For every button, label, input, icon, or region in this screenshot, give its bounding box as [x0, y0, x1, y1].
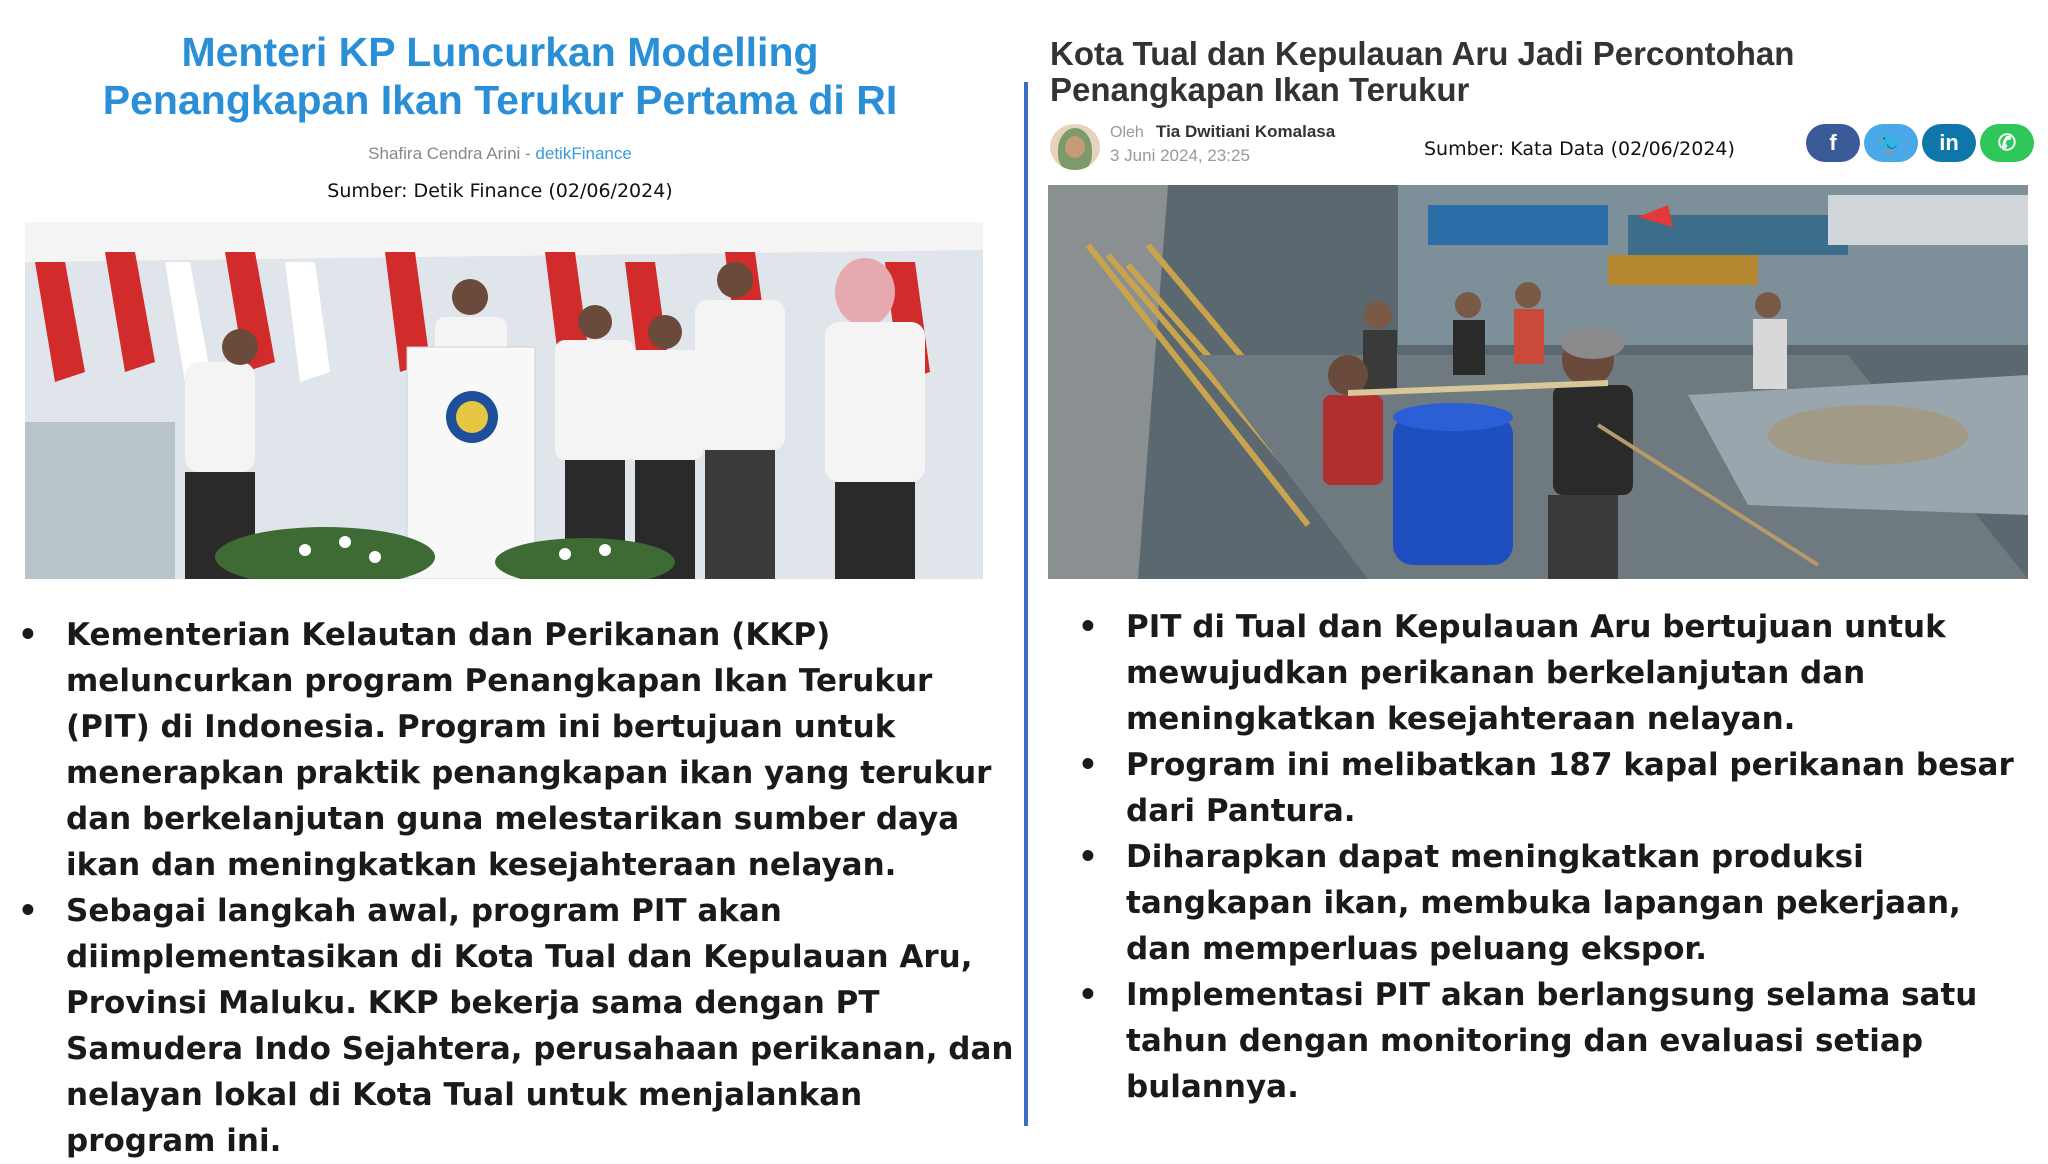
right-title-line-2: Penangkapan Ikan Terukur: [1050, 71, 1470, 108]
author-avatar: [1050, 124, 1100, 170]
left-title-line-2: Penangkapan Ikan Terukur Pertama di RI: [102, 77, 898, 123]
bullet-text: Diharapkan dapat meningkatkan produksi tangkapan ikan, membuka lapangan pekerjaan, dan memperluas peluang ekspor.: [1126, 839, 1961, 967]
right-title-line-1: Kota Tual dan Kepulauan Aru Jadi Percontohan: [1050, 35, 1795, 72]
author-block: [1050, 122, 1450, 174]
publish-date: 3 Juni 2024, 23:25: [1110, 146, 1250, 165]
bullet-text: PIT di Tual dan Kepulauan Aru bertujuan untuk mewujudkan perikanan berkelanjutan dan meningkatkan kesejahteraan nelayan.: [1126, 609, 1946, 737]
left-title-line-1: Menteri KP Luncurkan Modelling: [181, 29, 819, 75]
left-source: Sumber: Detik Finance (02/06/2024): [327, 180, 673, 202]
left-bullet-list: [18, 612, 1018, 1164]
bullet-marker: •: [18, 617, 38, 653]
list-item: [1078, 834, 2028, 972]
whatsapp-share-icon[interactable]: ✆: [1980, 124, 2034, 162]
harbor-fishermen-photo: [1048, 185, 2028, 579]
facebook-share-icon[interactable]: f: [1806, 124, 1860, 162]
twitter-share-icon[interactable]: 🐦: [1864, 124, 1918, 162]
bullet-marker: •: [1078, 609, 1098, 645]
bullet-marker: •: [1078, 839, 1098, 875]
right-source: Sumber: Kata Data (02/06/2024): [1424, 138, 1735, 160]
bullet-marker: •: [18, 893, 38, 929]
bullet-text: Program ini melibatkan 187 kapal perikanan besar dari Pantura.: [1126, 747, 2014, 829]
left-byline: [0, 144, 1000, 164]
bullet-text: Sebagai langkah awal, program PIT akan diimplementasikan di Kota Tual dan Kepulauan Aru, Provinsi Maluku. KKP bekerja sama dengan PT Samudera Indo Sejahtera, perusahaan perikanan, dan nelayan lokal di Kota Tual untuk menjalankan program ini.: [66, 893, 1014, 1159]
right-bullet-list: [1078, 604, 2028, 1110]
bullet-text: Implementasi PIT akan berlangsung selama satu tahun dengan monitoring dan evaluasi setiap bulannya.: [1126, 977, 1978, 1105]
right-article: [1028, 0, 2048, 1152]
byline-separator: -: [520, 144, 536, 163]
list-item: [1078, 742, 2028, 834]
author-name[interactable]: Tia Dwitiani Komalasa: [1156, 122, 1336, 141]
left-article-title: [20, 28, 980, 124]
left-article: [0, 0, 1024, 1159]
list-item: [18, 888, 1018, 1164]
bullet-marker: •: [1078, 977, 1098, 1013]
byline-prefix: Oleh: [1110, 124, 1144, 141]
bullet-text: Kementerian Kelautan dan Perikanan (KKP) meluncurkan program Penangkapan Ikan Terukur (PIT) di Indonesia. Program ini bertujuan untuk menerapkan praktik penangkapan ikan yang terukur dan berkelanjutan guna melestarikan sumber daya ikan dan meningkatkan kesejahteraan nelayan.: [66, 617, 992, 883]
list-item: [1078, 972, 2028, 1110]
list-item: [18, 612, 1018, 888]
linkedin-share-icon[interactable]: in: [1922, 124, 1976, 162]
site-link[interactable]: detikFinance: [535, 144, 632, 163]
bullet-marker: •: [1078, 747, 1098, 783]
left-author: Shafira Cendra Arini: [368, 144, 521, 163]
list-item: [1078, 604, 2028, 742]
launch-ceremony-photo: [25, 222, 983, 579]
right-article-title: [1050, 36, 2030, 108]
